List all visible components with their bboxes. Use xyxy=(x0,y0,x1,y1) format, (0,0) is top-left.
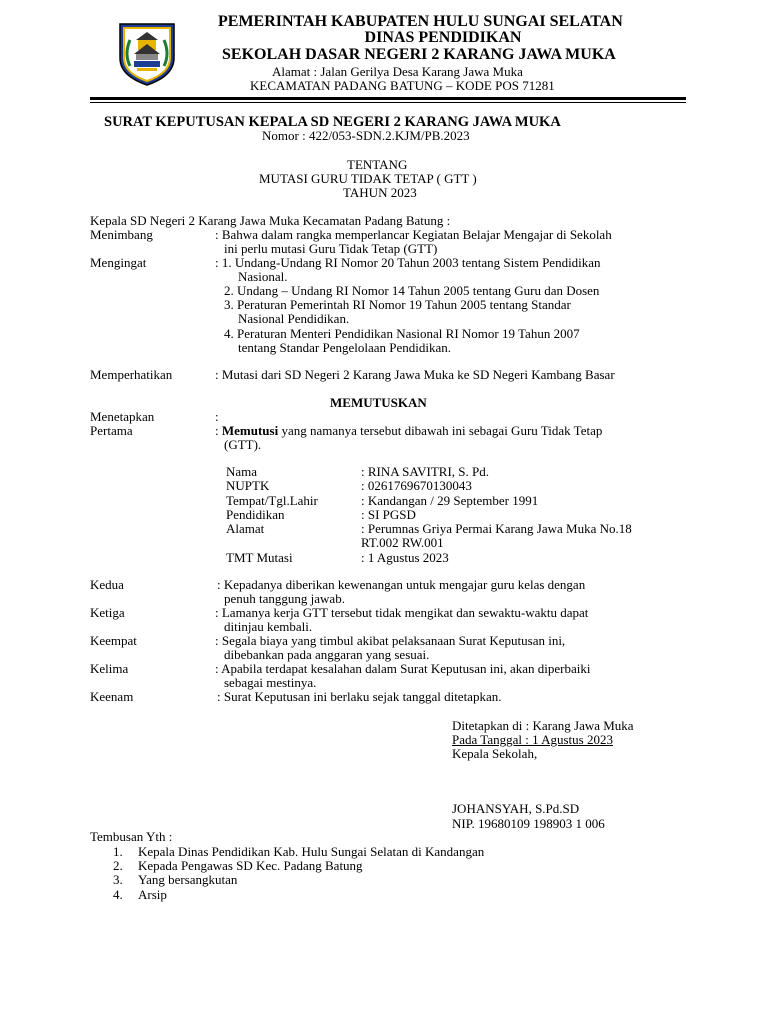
signature-date: Pada Tanggal : 1 Agustus 2023 xyxy=(452,732,613,747)
identity-value: : 1 Agustus 2023 xyxy=(361,550,449,565)
document-number: Nomor : 422/053-SDN.2.KJM/PB.2023 xyxy=(262,128,470,143)
identity-label: NUPTK xyxy=(226,478,270,493)
pertama-rest: yang namanya tersebut dibawah ini sebagai Guru Tidak Tetap xyxy=(278,423,603,438)
header-divider-thick xyxy=(90,97,686,100)
header-line-1: PEMERINTAH KABUPATEN HULU SUNGAI SELATAN xyxy=(218,13,623,30)
list-item: Arsip xyxy=(138,887,167,902)
clause-text: : Apabila terdapat kesalahan dalam Surat Keputusan ini, akan diperbaiki xyxy=(215,661,591,676)
clause-label: Kelima xyxy=(90,661,129,676)
mengingat-label: Mengingat xyxy=(90,255,147,270)
intro-text: Kepala SD Negeri 2 Karang Jawa Muka Kecamatan Padang Batung : xyxy=(90,213,451,228)
tentang-label: TENTANG xyxy=(347,157,408,172)
clause-text: : Surat Keputusan ini berlaku sejak tanggal ditetapkan. xyxy=(217,689,502,704)
header-divider-thin xyxy=(90,102,686,103)
mengingat-item-3: 3. Peraturan Pemerintah RI Nomor 19 Tahun 2005 tentang Standar xyxy=(224,297,571,312)
header-district: KECAMATAN PADANG BATUNG – KODE POS 71281 xyxy=(250,78,555,93)
menimbang-text-2: ini perlu mutasi Guru Tidak Tetap (GTT) xyxy=(224,241,438,256)
list-item-number: 3. xyxy=(113,872,123,887)
signature-role: Kepala Sekolah, xyxy=(452,746,538,761)
mengingat-item-4: 4. Peraturan Menteri Pendidikan Nasional RI Nomor 19 Tahun 2007 xyxy=(224,326,580,341)
list-item: Kepala Dinas Pendidikan Kab. Hulu Sungai Selatan di Kandangan xyxy=(138,844,485,859)
menimbang-text: : Bahwa dalam rangka memperlancar Kegiatan Belajar Mengajar di Sekolah xyxy=(215,227,612,242)
signature-nip: NIP. 19680109 198903 1 006 xyxy=(452,816,605,831)
mengingat-item-4-cont: tentang Standar Pengelolaan Pendidikan. xyxy=(238,340,452,355)
signature-place: Ditetapkan di : Karang Jawa Muka xyxy=(452,718,634,733)
signature-name: JOHANSYAH, S.Pd.SD xyxy=(452,801,580,816)
clause-text: : Segala biaya yang timbul akibat pelaksanaan Surat Keputusan ini, xyxy=(215,633,566,648)
tembusan-title: Tembusan Yth : xyxy=(90,829,173,844)
memperhatikan-label: Memperhatikan xyxy=(90,367,173,382)
identity-label: Alamat xyxy=(226,521,265,536)
clause-text-cont: sebagai mestinya. xyxy=(224,675,317,690)
mengingat-item-3-cont: Nasional Pendidikan. xyxy=(238,311,350,326)
identity-label: Tempat/Tgl.Lahir xyxy=(226,493,318,508)
identity-value: : RINA SAVITRI, S. Pd. xyxy=(361,464,489,479)
clause-text: : Kepadanya diberikan kewenangan untuk mengajar guru kelas dengan xyxy=(217,577,586,592)
identity-value: : Kandangan / 29 September 1991 xyxy=(361,493,539,508)
memutuskan-heading: MEMUTUSKAN xyxy=(330,395,427,410)
list-item-number: 4. xyxy=(113,887,123,902)
mengingat-item-1-cont: Nasional. xyxy=(238,269,288,284)
identity-value: RT.002 RW.001 xyxy=(361,535,444,550)
menetapkan-label: Menetapkan xyxy=(90,409,155,424)
clause-label: Kedua xyxy=(90,577,124,592)
header-line-3: SEKOLAH DASAR NEGERI 2 KARANG JAWA MUKA xyxy=(222,46,616,63)
clause-text-cont: penuh tanggung jawab. xyxy=(224,591,345,606)
pertama-bold-word: Memutusi xyxy=(221,423,279,438)
school-emblem-icon xyxy=(112,18,182,88)
list-item: Yang bersangkutan xyxy=(138,872,238,887)
header-line-2: DINAS PENDIDIKAN xyxy=(364,29,522,46)
identity-label: Pendidikan xyxy=(226,507,285,522)
document-subject: MUTASI GURU TIDAK TETAP ( GTT ) xyxy=(259,171,477,186)
memperhatikan-text: : Mutasi dari SD Negeri 2 Karang Jawa Muka ke SD Negeri Kambang Basar xyxy=(215,367,615,382)
identity-label: Nama xyxy=(226,464,258,479)
menetapkan-colon: : xyxy=(215,409,219,424)
list-item: Kepada Pengawas SD Kec. Padang Batung xyxy=(138,858,363,873)
clause-text-cont: ditinjau kembali. xyxy=(224,619,313,634)
menimbang-label: Menimbang xyxy=(90,227,153,242)
mengingat-item-2: 2. Undang – Undang RI Nomor 14 Tahun 2005 tentang Guru dan Dosen xyxy=(224,283,600,298)
clause-text-cont: dibebankan pada anggaran yang sesuai. xyxy=(224,647,430,662)
pertama-colon: : xyxy=(215,423,219,438)
clause-label: Keenam xyxy=(90,689,134,704)
pertama-label: Pertama xyxy=(90,423,133,438)
identity-value: : Perumnas Griya Permai Karang Jawa Muka No.18 xyxy=(361,521,632,536)
pertama-text xyxy=(215,424,602,438)
clause-label: Ketiga xyxy=(90,605,125,620)
pertama-text-2: (GTT). xyxy=(224,437,262,452)
identity-value: : 0261769670130043 xyxy=(361,478,472,493)
document-title: SURAT KEPUTUSAN KEPALA SD NEGERI 2 KARANG JAWA MUKA xyxy=(104,114,561,130)
clause-label: Keempat xyxy=(90,633,137,648)
document-year: TAHUN 2023 xyxy=(343,185,417,200)
identity-label: TMT Mutasi xyxy=(226,550,293,565)
list-item-number: 2. xyxy=(113,858,123,873)
clause-text: : Lamanya kerja GTT tersebut tidak mengikat dan sewaktu-waktu dapat xyxy=(215,605,589,620)
identity-value: : SI PGSD xyxy=(361,507,416,522)
mengingat-item-1: : 1. Undang-Undang RI Nomor 20 Tahun 2003 tentang Sistem Pendidikan xyxy=(215,255,601,270)
header-address: Alamat : Jalan Gerilya Desa Karang Jawa Muka xyxy=(272,64,523,79)
list-item-number: 1. xyxy=(113,844,123,859)
